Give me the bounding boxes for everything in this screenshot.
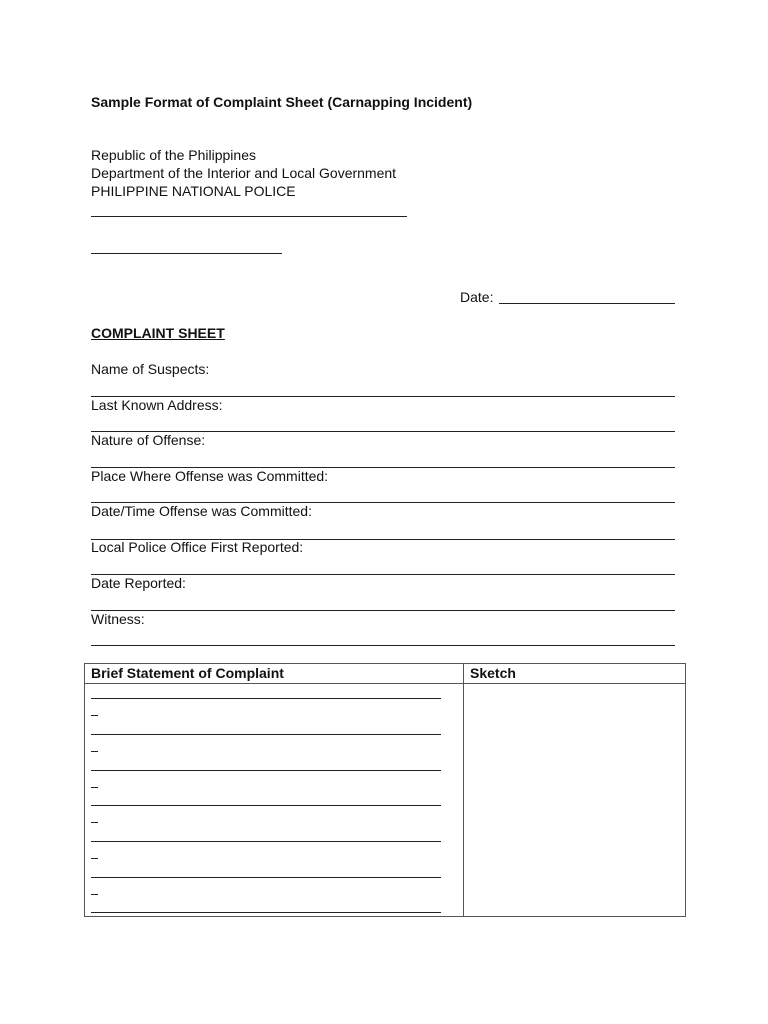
- statement-line: [91, 912, 441, 913]
- date-reported-label: Date Reported:: [91, 575, 186, 591]
- statement-line: [91, 770, 441, 771]
- witness-blank-line: [91, 645, 675, 646]
- statement-line: [91, 805, 441, 806]
- statement-line-end: [91, 894, 98, 895]
- witness-label: Witness:: [91, 611, 145, 627]
- statement-area[interactable]: [85, 684, 464, 917]
- statement-header: Brief Statement of Complaint: [85, 664, 464, 684]
- statement-line-end: [91, 858, 98, 859]
- statement-line: [91, 734, 441, 735]
- date-blank-line: [499, 303, 675, 304]
- statement-line-end: [91, 822, 98, 823]
- letterhead-republic: Republic of the Philippines: [91, 147, 256, 163]
- date-reported-blank-line: [91, 610, 675, 611]
- statement-line: [91, 841, 441, 842]
- document-heading: Sample Format of Complaint Sheet (Carnapping Incident): [91, 94, 473, 110]
- statement-line-end: [91, 715, 98, 716]
- letterhead-pnp: PHILIPPINE NATIONAL POLICE: [91, 183, 296, 199]
- letterhead-department: Department of the Interior and Local Government: [91, 165, 397, 181]
- police-office-label: Local Police Office First Reported:: [91, 539, 304, 555]
- sketch-area[interactable]: [464, 684, 686, 917]
- complaint-table: [84, 663, 686, 917]
- datetime-label: Date/Time Offense was Committed:: [91, 503, 312, 519]
- offense-label: Nature of Offense:: [91, 432, 206, 448]
- complaint-sheet-title: COMPLAINT SHEET: [91, 325, 225, 341]
- statement-line-end: [91, 787, 98, 788]
- suspects-label: Name of Suspects:: [91, 361, 210, 377]
- statement-line: [91, 877, 441, 878]
- date-label: Date:: [460, 289, 494, 305]
- sketch-header: Sketch: [464, 664, 686, 684]
- statement-line: [91, 698, 441, 699]
- statement-line-end: [91, 751, 98, 752]
- address-label: Last Known Address:: [91, 397, 223, 413]
- place-label: Place Where Offense was Committed:: [91, 468, 329, 484]
- letterhead-blank-line-1: [91, 216, 407, 217]
- letterhead-blank-line-2: [91, 253, 282, 254]
